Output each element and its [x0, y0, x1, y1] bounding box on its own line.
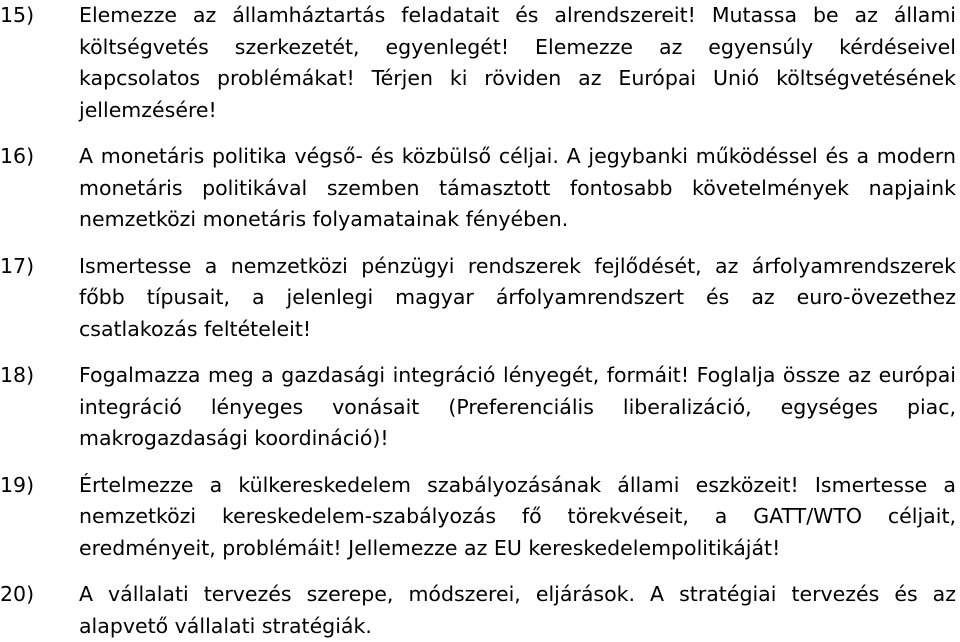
list-item-15	[0, 0, 956, 126]
item-text: Ismertesse a nemzetközi pénzügyi rendszerek fejlődését, az árfolyamrendszerek főbb típusait, a jelenlegi magyar árfolyamrendszert és az euro-övezethez csatlakozás feltételeit!	[79, 253, 956, 341]
spacer	[0, 126, 956, 141]
spacer	[0, 236, 956, 251]
item-number: 17)	[0, 253, 35, 278]
list-item-18	[0, 360, 956, 455]
spacer	[0, 564, 956, 579]
item-number: 19)	[0, 472, 35, 497]
spacer	[0, 455, 956, 470]
item-number: 18)	[0, 363, 35, 387]
list-item-17	[0, 251, 956, 346]
spacer	[0, 345, 956, 360]
list-item-19	[0, 470, 956, 565]
item-number: 20)	[0, 582, 35, 606]
item-text: Elemezze az államháztartás feladatait és alrendszereit! Mutassa be az állami költségvetés szerkezetét, egyenlegét! Elemezze az egyensúly kérdéseivel kapcsolatos problémákat! Térjen ki röviden az Európai Unió költségvetésének jellemzésére!	[79, 3, 956, 122]
item-text: Értelmezze a külkereskedelem szabályozásának állami eszközeit! Ismertesse a nemzetközi kereskedelem-szabályozás fő törekvéseit, a GATT/WTO céljait, eredményeit, problémáit! Jellemezze az EU kereskedelempolitikáját!	[79, 472, 956, 560]
list-item-16	[0, 141, 956, 236]
list-item-20	[0, 579, 956, 642]
item-number: 15)	[0, 3, 35, 27]
item-number: 16)	[0, 144, 35, 168]
item-text: Fogalmazza meg a gazdasági integráció lényegét, formáit! Foglalja össze az európai integráció lényeges vonásait (Preferenciális liberalizáció, egységes piac, makrogazdasági koordináció)!	[79, 363, 956, 450]
item-text: A monetáris politika végső- és közbülső céljai. A jegybanki működéssel és a modern monetáris politikával szemben támasztott fontosabb követelmények napjaink nemzetközi monetáris folyamatainak fényében.	[79, 144, 956, 231]
item-text: A vállalati tervezés szerepe, módszerei, eljárások. A stratégiai tervezés és az alapvető vállalati stratégiák.	[79, 582, 956, 638]
